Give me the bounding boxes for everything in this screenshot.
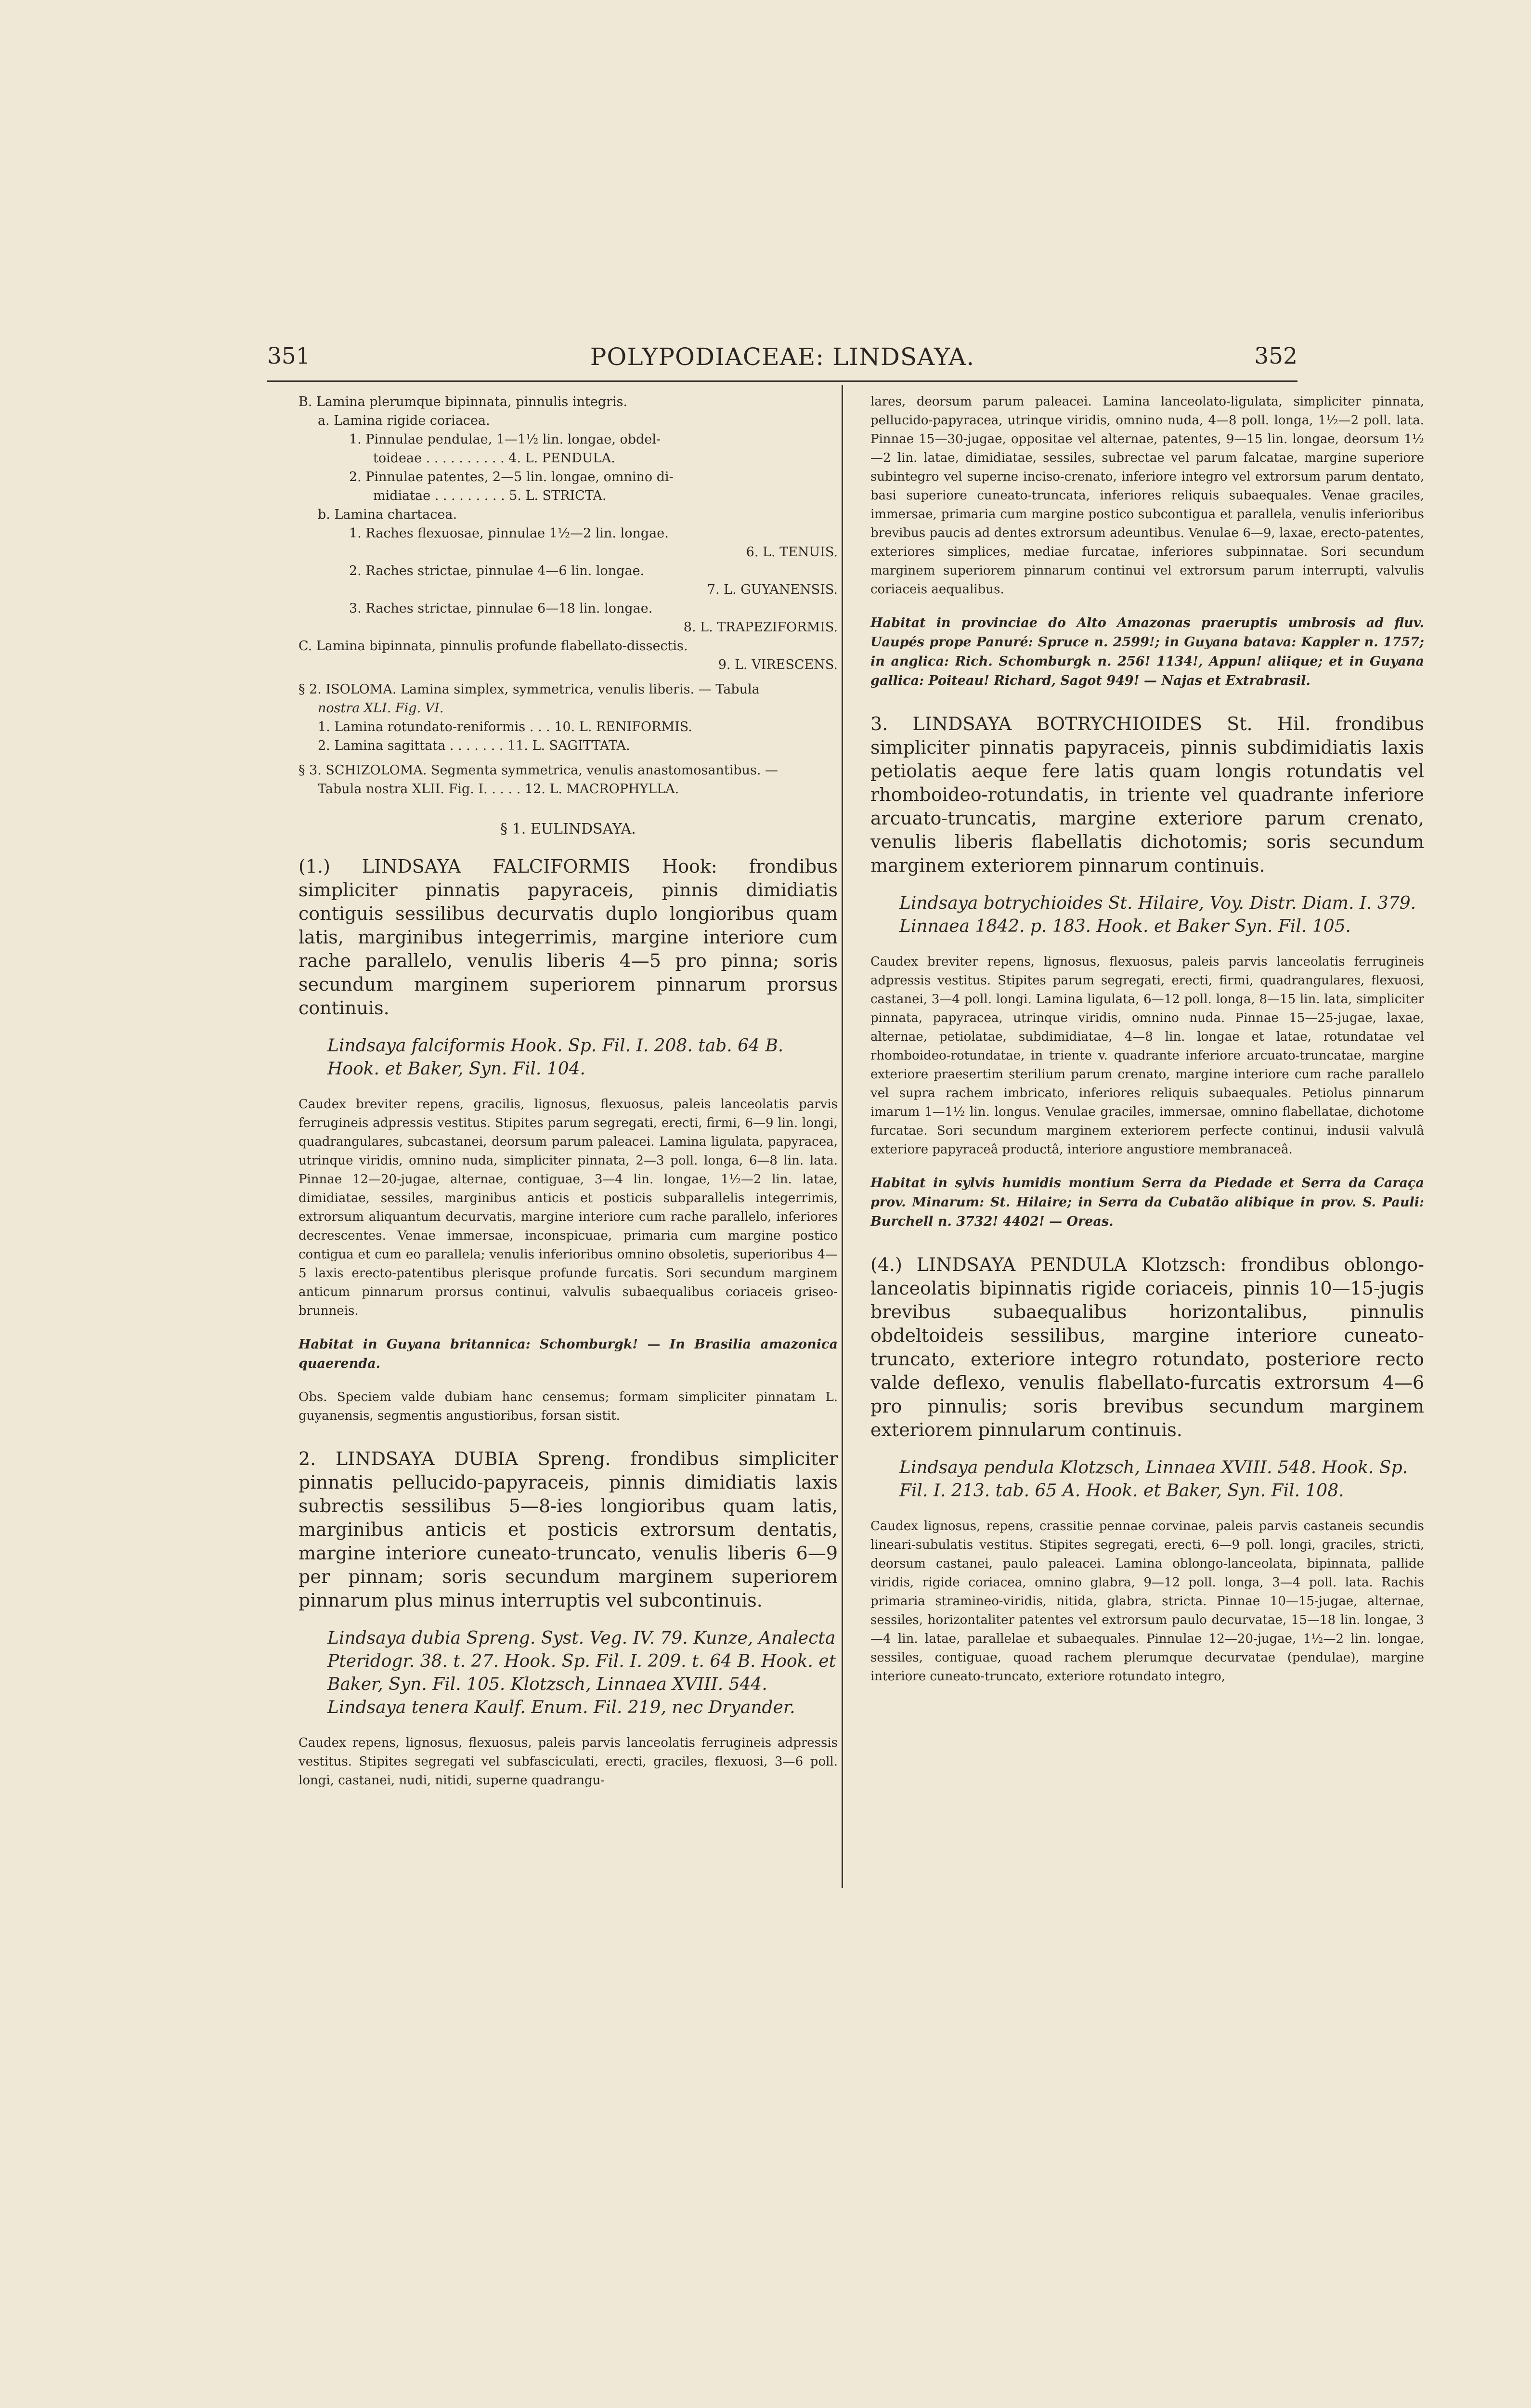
key-line: 1. Pinnulae pendulae, 1—1½ lin. longae, obdel- bbox=[349, 432, 661, 447]
right-column bbox=[870, 393, 1424, 1686]
key-line: midiatae . . . . . . . . . 5. L. STRICTA. bbox=[373, 488, 607, 503]
key-line: 8. L. TRAPEZIFORMIS. bbox=[683, 620, 838, 635]
species-citation: Lindsaya botrychioides St. Hilaire, Voy. Distr. Diam. I. 379. Linnaea 1842. p. 183. Hook. et Baker Syn. Fil. 105. bbox=[899, 893, 1416, 936]
page-number-left: 351 bbox=[267, 343, 311, 369]
species-diagnosis: (1.) LINDSAYA FALCIFORMIS Hook: frondibus simpliciter pinnatis papyraceis, pinnis dimidiatis contiguis sessilibus decurvatis duplo longioribus quam latis, marginibus integerrimis, margine interiore cum rache parallelo, venulis liberis 4—5 pro pinna; soris secundum marginem superiorem pinnarum prorsus continuis. bbox=[298, 856, 838, 1019]
species-description: Caudex lignosus, repens, crassitie pennae corvinae, paleis parvis castaneis secundis lineari-subulatis vestitus. Stipites segregati, erecti, 6—9 poll. longi, graciles, stricti, deorsum castanei, paulo paleacei. Lamina oblongo-lanceolata, bipinnata, pallide viridis, rigide coriacea, omnino glabra, 9—12 poll. longa, 3—4 poll. lata. Rachis primaria stramineo-viridis, nitida, glabra, stricta. Pinnae 10—15-jugae, alternae, sessiles, horizontaliter patentes vel extrorsum paulo decurvatae, 15—18 lin. longae, 3—4 lin. latae, parallelae et subaequales. Pinnulae 12—20-jugae, 1½—2 lin. longae, sessiles, contiguae, quoad rachem plerumque decurvatae (pendulae), margine interiore cuneato-truncato, exteriore rotundato integro, bbox=[870, 1519, 1424, 1684]
identification-key bbox=[298, 393, 838, 798]
running-header bbox=[267, 343, 1297, 377]
species-description: Caudex breviter repens, gracilis, lignosus, flexuosus, paleis lanceolatis parvis ferrugineis adpressis vestitus. Stipites parum segregati, erecti, firmi, 6—9 lin. longi, quadrangulares, subcastanei, deorsum parum paleacei. Lamina ligulata, papyracea, utrinque viridis, omnino nuda, simpliciter pinnata, 2—3 poll. longa, 6—8 lin. lata. Pinnae 12—20-jugae, alternae, contiguae, 3—4 lin. longae, 1½—2 lin. latae, dimidiatae, sessiles, marginibus anticis et posticis subparallelis integerrimis, extrorsum aliquantum decurvatis, margine interiore cum rache parallelo, inferiores decrescentes. Venae immersae, inconspicuae, primaria cum margine postico contigua et cum eo parallela; venulis inferioribus omnino obsoletis, superioribus 4—5 laxis erecto-patentibus plerisque profunde furcatis. Sori secundum marginem anticum pinnarum prorsus continui, valvulis subaequalibus coriaceis griseo-brunneis. bbox=[298, 1097, 838, 1318]
species-description: Caudex repens, lignosus, flexuosus, paleis parvis lanceolatis ferrugineis adpressis vestitus. Stipites segregati vel subfasciculati, erecti, graciles, flexuosi, 3—6 poll. longi, castanei, nudi, nitidi, superne quadrangu- bbox=[298, 1736, 838, 1788]
key-line: § 2. ISOLOMA. Lamina simplex, symmetrica, venulis liberis. — Tabula bbox=[298, 682, 760, 697]
section-heading: § 1. EULINDSAYA. bbox=[500, 821, 636, 838]
column-divider bbox=[842, 385, 843, 1888]
species-description: Caudex breviter repens, lignosus, flexuosus, paleis parvis lanceolatis ferrugineis adpressis vestitus. Stipites parum segregati, erecti, firmi, quadrangulares, flexuosi, castanei, 3—4 poll. longi. Lamina ligulata, 6—12 poll. longa, 8—15 lin. lata, simpliciter pinnata, papyracea, utrinque viridis, omnino nuda. Pinnae 15—25-jugae, laxae, alternae, petiolatae, subdimidiatae, 4—8 lin. longae et latae, rotundatae vel rhomboideo-rotundatae, in triente v. quadrante inferiore arcuato-truncatae, margine exteriore praesertim sterilium parum crenato, margine interiore cum rache parallelo vel supra rachem imbricato, inferiores reliquis subaequales. Petiolus pinnarum imarum 1—1½ lin. longus. Venulae graciles, immersae, omnino flabellatae, dichotome furcatae. Sori secundum marginem exteriorem perfecte continui, indusii valvulâ exteriore papyraceâ productâ, interiore angustiore membranaceâ. bbox=[870, 955, 1424, 1157]
species-observation: Obs. Speciem valde dubiam hanc censemus; formam simpliciter pinnatam L. guyanensis, segmentis angustioribus, forsan sistit. bbox=[298, 1390, 838, 1423]
key-line: 3. Raches strictae, pinnulae 6—18 lin. longae. bbox=[349, 601, 653, 616]
key-line: a. Lamina rigide coriacea. bbox=[318, 413, 490, 428]
key-line: 2. Pinnulae patentes, 2—5 lin. longae, omnino di- bbox=[349, 470, 674, 484]
species-description: lares, deorsum parum paleacei. Lamina lanceolato-ligulata, simpliciter pinnata, pellucido-papyracea, utrinque viridis, omnino nuda, 4—8 poll. longa, 1½—2 poll. lata. Pinnae 15—30-jugae, oppositae vel alternae, patentes, 9—15 lin. longae, deorsum 1½—2 lin. latae, dimidiatae, sessiles, subrectae vel parum falcatae, margine superiore subintegro vel superne inciso-crenato, inferiore integro vel extrorsum parum dentato, basi superiore cuneato-truncata, inferiores reliquis subaequales. Venae graciles, immersae, primaria cum margine postico subcontigua et parallela, venulis inferioribus brevibus paucis ad dentes extrorsum adeuntibus. Venulae 6—9, laxae, erecto-patentes, exteriores simplices, mediae furcatae, inferiores subpinnatae. Sori secundum marginem superiorem pinnarum continui vel extrorsum parum interrupti, valvulis coriaceis aequalibus. bbox=[870, 394, 1424, 597]
species-habitat: Habitat in sylvis humidis montium Serra da Piedade et Serra da Caraça prov. Minarum: St. Hilaire; in Serra da Cubatão alibique in prov. S. Pauli: Burchell n. 3732! 4402! — Oreas. bbox=[870, 1176, 1424, 1229]
running-title: POLYPODIACEAE: LINDSAYA. bbox=[590, 343, 975, 371]
key-line: 1. Raches flexuosae, pinnulae 1½—2 lin. longae. bbox=[349, 526, 669, 541]
left-column bbox=[298, 393, 838, 1790]
key-line: toideae . . . . . . . . . . 4. L. PENDULA. bbox=[373, 451, 615, 466]
key-line: 7. L. GUYANENSIS. bbox=[707, 582, 838, 597]
species-diagnosis: (4.) LINDSAYA PENDULA Klotzsch: frondibus oblongo-lanceolatis bipinnatis rigide coriaceis, pinnis 10—15-jugis brevibus subaequalibus horizontalibus, pinnulis obdeltoideis sessilibus, margine interiore cuneato-truncato, exteriore integro rotundato, posteriore recto valde deflexo, venulis flabellato-furcatis extrorsum 4—6 pro pinnulis; soris brevibus secundum marginem exteriorem pinnularum continuis. bbox=[870, 1254, 1424, 1440]
key-line: 1. Lamina rotundato-reniformis . . . 10. L. RENIFORMIS. bbox=[318, 720, 692, 734]
species-habitat: Habitat in provinciae do Alto Amazonas praeruptis umbrosis ad fluv. Uaupés prope Panuré: Spruce n. 2599!; in Guyana batava: Kappler n. 1757; in anglica: Rich. Schomburgk n. 256! 1134!, Appun! aliique; et in Guyana gallica: Poiteau! Richard, Sagot 949! — Najas et Extrabrasil. bbox=[870, 615, 1424, 688]
key-line: 9. L. VIRESCENS. bbox=[718, 657, 838, 672]
species-citation: Lindsaya dubia Spreng. Syst. Veg. IV. 79. Kunze, Analecta Pteridogr. 38. t. 27. Hook. Sp. Fil. I. 209. t. 64 B. Hook. et Baker, Syn. Fil. 105. Klotzsch, Linnaea XVIII. 544. Lindsaya tenera Kaulf. Enum. Fil. 219, nec Dryander. bbox=[327, 1628, 836, 1717]
key-line: § 3. SCHIZOLOMA. Segmenta symmetrica, venulis anastomosantibus. — bbox=[298, 763, 778, 778]
page-number-right: 352 bbox=[1254, 343, 1297, 369]
key-line: nostra XLI. Fig. VI. bbox=[318, 701, 444, 716]
header-rule bbox=[267, 380, 1297, 382]
species-diagnosis: 2. LINDSAYA DUBIA Spreng. frondibus simpliciter pinnatis pellucido-papyraceis, pinnis dimidiatis laxis subrectis sessilibus 5—8-ies longioribus quam latis, marginibus anticis et posticis extrorsum dentatis, margine interiore cuneato-truncato, venulis liberis 6—9 per pinnam; soris secundum marginem superiorem pinnarum plus minus interruptis vel subcontinuis. bbox=[298, 1448, 838, 1611]
species-diagnosis: 3. LINDSAYA BOTRYCHIOIDES St. Hil. frondibus simpliciter pinnatis papyraceis, pinnis subdimidiatis laxis petiolatis aeque fere latis quam longis rotundatis vel rhomboideo-rotundatis, in triente vel quadrante inferiore arcuato-truncatis, margine exteriore parum crenato, venulis liberis flabellatis dichotomis; soris secundum marginem exteriorem pinnarum continuis. bbox=[870, 713, 1424, 876]
species-citation: Lindsaya falciformis Hook. Sp. Fil. I. 208. tab. 64 B. Hook. et Baker, Syn. Fil. 104. bbox=[327, 1036, 784, 1079]
key-line: b. Lamina chartacea. bbox=[318, 507, 457, 522]
species-habitat: Habitat in Guyana britannica: Schomburgk! — In Brasilia amazonica quaerenda. bbox=[298, 1337, 838, 1371]
key-line: Tabula nostra XLII. Fig. I. . . . . 12. L. MACROPHYLLA. bbox=[318, 782, 679, 797]
key-line: 6. L. TENUIS. bbox=[746, 545, 838, 560]
key-line: C. Lamina bipinnata, pinnulis profunde flabellato-dissectis. bbox=[298, 639, 688, 654]
species-citation: Lindsaya pendula Klotzsch, Linnaea XVIII. 548. Hook. Sp. Fil. I. 213. tab. 65 A. Hook. et Baker, Syn. Fil. 108. bbox=[899, 1458, 1408, 1501]
key-line: B. Lamina plerumque bipinnata, pinnulis integris. bbox=[298, 394, 628, 409]
key-line: 2. Raches strictae, pinnulae 4—6 lin. longae. bbox=[349, 563, 645, 578]
key-line: 2. Lamina sagittata . . . . . . . 11. L. SAGITTATA. bbox=[318, 738, 630, 753]
